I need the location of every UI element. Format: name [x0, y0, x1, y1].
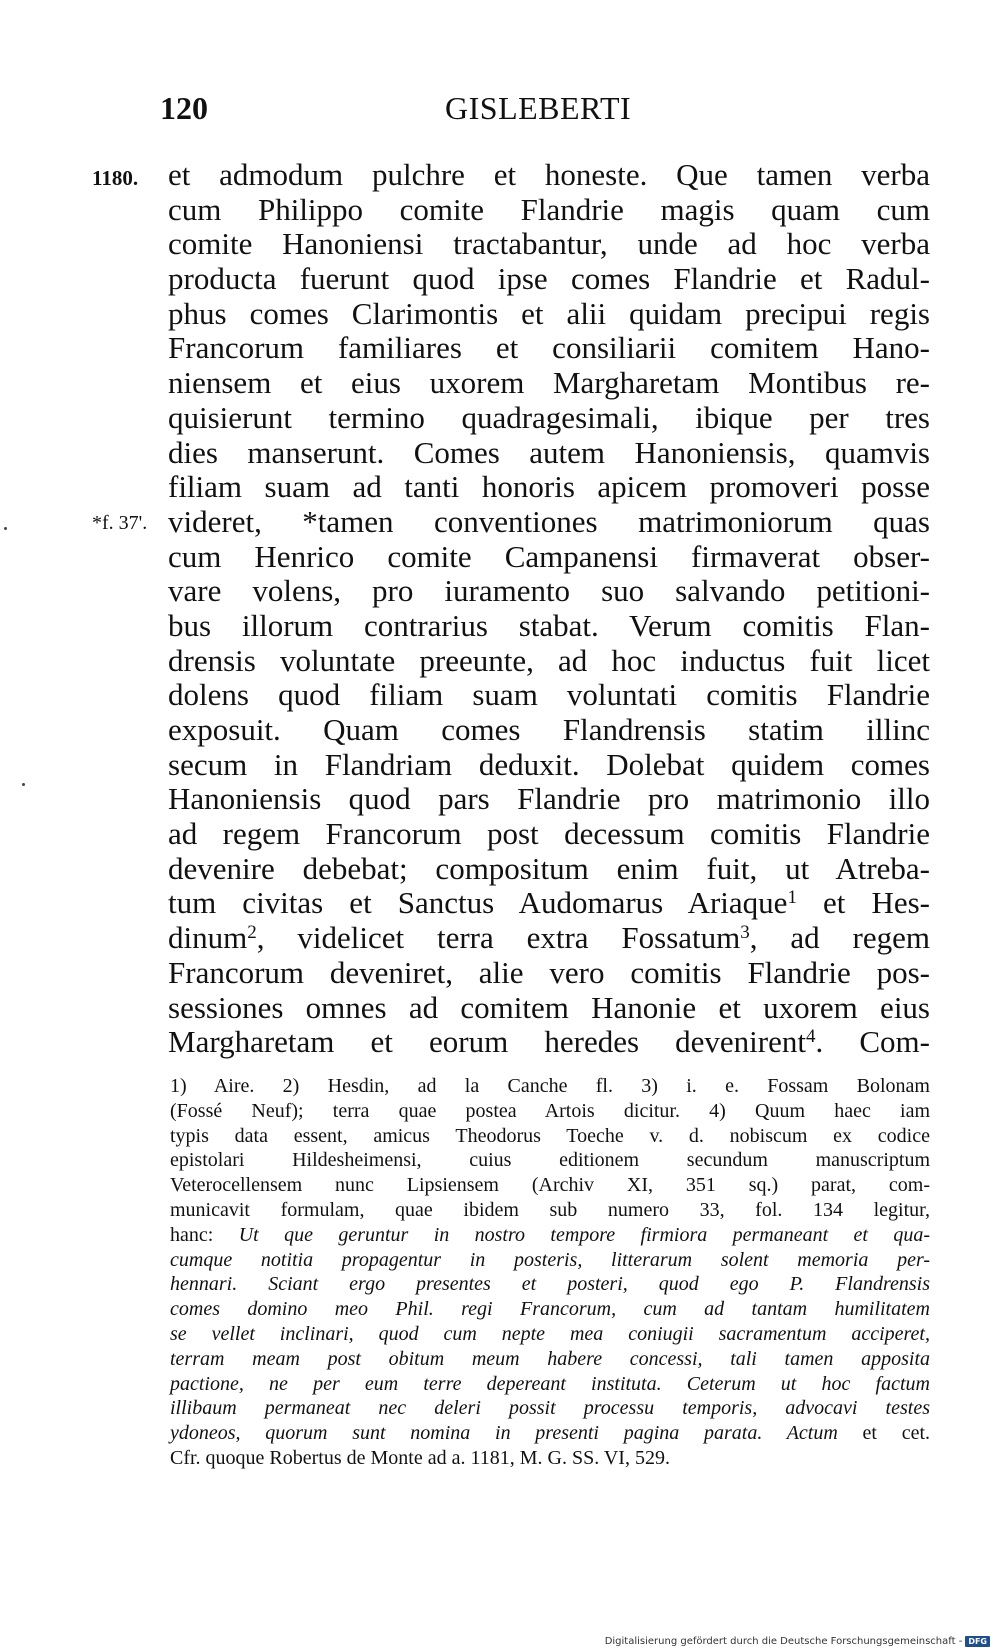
text-line: comite Hanoniensi tractabantur, unde ad hoc verba [168, 226, 930, 262]
footnote-text: (Fossé Neuf); terra quae postea Artois dicitur. 4) Quum haec iam [170, 1099, 930, 1122]
running-head: GISLEBERTI [445, 90, 632, 126]
footnote-text: illibaum permaneat nec deleri possit processu temporis, advocavi testes [170, 1397, 930, 1420]
footnote-line [170, 1446, 930, 1471]
footnote-line [170, 1297, 930, 1322]
text-line: videret, *tamen conventiones matrimoniorum quas [168, 503, 930, 539]
page-number: 120 [160, 90, 208, 126]
text-line: dinum$^2$, videlicet terra extra Fossatum$^3$, ad regem [168, 920, 930, 956]
footnote-line [170, 1198, 930, 1223]
footnote-line [170, 1421, 930, 1446]
text-line: producta fuerunt quod ipse comes Flandrie et Radul- [168, 261, 930, 297]
footnote-line [170, 1099, 930, 1124]
digitization-note [605, 1636, 990, 1647]
footnote-text: pactione, ne per eum terre depereant instituta. Ceterum ut hoc factum [170, 1372, 930, 1395]
dfg-logo: DFG [965, 1636, 990, 1647]
text-line: secum in Flandriam deduxit. Dolebat quidem comes [168, 746, 930, 782]
scan-speck [4, 527, 7, 530]
text-line: Margharetam et eorum heredes devenirent$^4$. Com- [168, 1024, 930, 1060]
footnote-text: hennari. Sciant ergo presentes et posteri, quod ego P. Flandrensis [170, 1273, 930, 1296]
text-line: et admodum pulchre et honeste. Que tamen verba [168, 157, 930, 192]
text-line: sessiones omnes ad comitem Hanonie et uxorem eius [168, 989, 930, 1025]
footnote-line [170, 1372, 930, 1397]
margin-year: 1180. [92, 166, 139, 190]
footnote-text: municavit formulam, quae ibidem sub numero 33, fol. 134 legitur, [170, 1198, 930, 1221]
footnote-text: ydoneos, quorum sunt nomina in presenti pagina parata. [170, 1422, 763, 1445]
footnote-line [170, 1347, 930, 1372]
text-line: dolens quod filiam suam voluntati comitis Flandrie [168, 677, 930, 713]
footnote-text: Veterocellensem nunc Lipsiensem (Archiv XI, 351 sq.) parat, com- [170, 1174, 930, 1197]
footnote-text: typis data essent, amicus Theodorus Toeche v. d. nobiscum ex codice [170, 1124, 930, 1147]
footnote-prefix: hanc: [170, 1223, 239, 1246]
text-line: niensem et eius uxorem Margharetam Montibus re- [168, 365, 930, 401]
footnote-text: Cfr. quoque Robertus de Monte ad a. 1181, M. G. SS. VI, 529. [170, 1446, 670, 1469]
footnote-line [170, 1396, 930, 1421]
text-line: drensis voluntate preeunte, ad hoc inductus fuit licet [168, 642, 930, 678]
text-line: quisierunt termino quadragesimali, ibique per tres [168, 399, 930, 435]
footnotes [170, 1074, 930, 1471]
text-line: phus comes Clarimontis et alii quidam precipui regis [168, 295, 930, 331]
text-line: Francorum deveniret, alie vero comitis Flandrie pos- [168, 954, 930, 990]
text-line: vare volens, pro iuramento suo salvando petitioni- [168, 573, 930, 609]
text-line: devenire debebat; compositum enim fuit, ut Atreba- [168, 850, 930, 886]
text-line: exposuit. Quam comes Flandrensis statim illinc [168, 712, 930, 747]
text-line: tum civitas et Sanctus Audomarus Ariaque$^1$ et Hes- [168, 885, 931, 921]
text-line: cum Philippo comite Flandrie magis quam cum [168, 191, 930, 227]
footnote-text: 1) Aire. 2) Hesdin, ad la Canche fl. 3) i. e. Fossam Bolonam [170, 1075, 930, 1097]
footnote-line [170, 1223, 930, 1248]
footnote-text: cumque notitia propagentur in posteris, litterarum solent memoria per- [170, 1248, 930, 1271]
text-line: Francorum familiares et consiliarii comitem Hano- [168, 330, 930, 366]
footnote-line [170, 1148, 930, 1173]
text-line: filiam suam ad tanti honoris apicem promoveri posse [168, 469, 930, 505]
footnote-text: se vellet inclinari, quod cum nepte mea coniugii sacramentum acciperet, [170, 1322, 930, 1345]
text-line: ad regem Francorum post decessum comitis Flandrie [168, 816, 930, 852]
scan-speck [22, 783, 25, 786]
main-text [168, 158, 930, 1060]
text-line: Hanoniensis quod pars Flandrie pro matrimonio illo [168, 781, 930, 817]
text-line: dies manserunt. Comes autem Hanoniensis, quamvis [168, 434, 930, 470]
footnote-suffix: et cet. [837, 1422, 931, 1445]
text-line: bus illorum contrarius stabat. Verum comitis Flan- [168, 607, 930, 643]
footnote-suffix-italic: Actum [762, 1422, 838, 1445]
footnote-text: epistolari Hildesheimensi, cuius editionem secundum manuscriptum [170, 1149, 930, 1172]
digitization-text: Digitalisierung gefördert durch die Deutsche Forschungsgemeinschaft - [604, 1636, 963, 1647]
text-line: cum Henrico comite Campanensi firmaverat obser- [168, 538, 930, 574]
page-header [160, 90, 930, 136]
footnote-line [170, 1322, 930, 1347]
footnote-line [170, 1074, 930, 1099]
margin-folio: *f. 37'. [92, 512, 148, 534]
footnote-line [170, 1124, 930, 1149]
footnote-text: terram meam post obitum meum habere concessi, tali tamen apposita [170, 1347, 930, 1370]
footnote-line [170, 1173, 930, 1198]
footnote-text: comes domino meo Phil. regi Francorum, cum ad tantam humilitatem [170, 1298, 930, 1321]
footnote-line [170, 1248, 930, 1273]
footnote-text: Ut que geruntur in nostro tempore firmiora permaneant et qua- [238, 1223, 930, 1246]
footnote-line [170, 1272, 930, 1297]
